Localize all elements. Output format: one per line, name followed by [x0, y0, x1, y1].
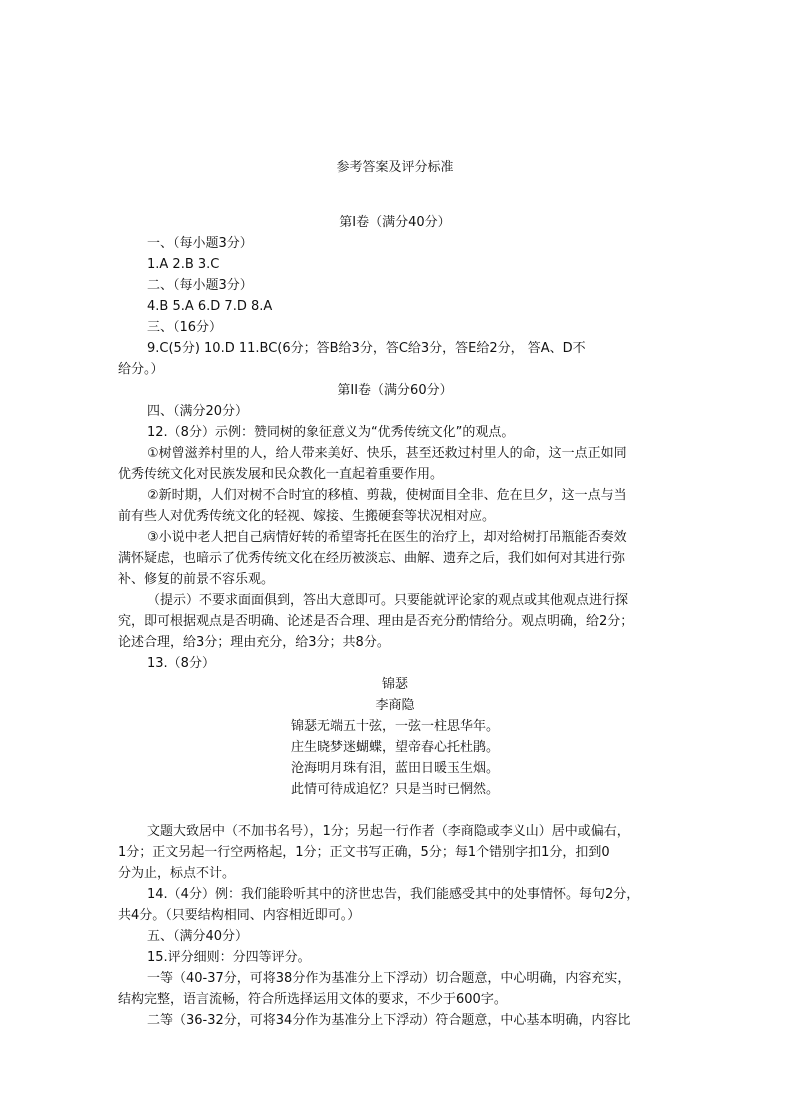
poem-title: 锦瑟	[381, 677, 408, 692]
poem-line: 锦瑟无端五十弦，一弦一柱思华年。	[290, 719, 499, 734]
q15-header: 15.评分细则：分四等评分。	[147, 950, 311, 965]
part1-header: 第Ⅰ卷（满分40分）	[339, 215, 451, 230]
section2-header: 二、（每小题3分）	[147, 278, 253, 293]
q14-answer: 14.（4分）例：我们能聆听其中的济世忠告，我们能感受其中的处事情怀。每句2分，	[147, 887, 640, 902]
section3-answers-line: 9.C(5分) 10.D 11.BC(6分；答B给3分，答C给3分，答E给2分， 答A、D不	[147, 341, 586, 356]
page-title: 参考答案及评分标准	[336, 160, 454, 175]
section1-header: 一、（每小题3分）	[147, 236, 253, 251]
q12-point1: ①树曾滋养村里的人，给人带来美好、快乐，甚至还救过村里人的命，这一点正如同	[147, 446, 627, 461]
q13-header: 13.（8分）	[147, 656, 215, 671]
q12-tip: 究，即可根据观点是否明确、论述是否合理、理由是否充分酌情给分。观点明确，给2分；	[118, 614, 634, 629]
section1-answers: 1.A 2.B 3.C	[147, 257, 220, 272]
q13-scoring-note: 分为止，标点不计。	[118, 866, 236, 881]
q12-tip: （提示）不要求面面俱到，答出大意即可。只要能就评论家的观点或其他观点进行探	[147, 593, 629, 608]
q15-grade2: 二等（36-32分，可将34分作为基准分上下浮动）符合题意，中心基本明确，内容比	[147, 1013, 631, 1028]
q12-point3: ③小说中老人把自己病情好转的希望寄托在医生的治疗上，却对给树打吊瓶能否奏效	[147, 530, 627, 545]
q13-scoring-note: 1分；正文另起一行空两格起，1分；正文书写正确，5分；每1个错别字扣1分，扣到0	[118, 845, 610, 860]
q12-tip: 论述合理，给3分；理由充分，给3分；共8分。	[118, 635, 390, 650]
q12-intro: 12.（8分）示例：赞同树的象征意义为“优秀传统文化”的观点。	[147, 425, 515, 440]
q12-point2: 前有些人对优秀传统文化的轻视、嫁接、生搬硬套等状况相对应。	[118, 509, 496, 524]
q12-point3: 补、修复的前景不容乐观。	[118, 572, 275, 587]
section3-answers-line: 给分。）	[118, 362, 164, 377]
q13-scoring-note: 文题大致居中（不加书名号），1分；另起一行作者（李商隐或李义山）居中或偏右，	[147, 824, 630, 839]
poem-author: 李商隐	[375, 698, 415, 713]
poem-line: 庄生晓梦迷蝴蝶，望帝春心托杜鹃。	[290, 740, 499, 755]
section3-header: 三、（16分）	[147, 320, 223, 335]
section5-header: 五、（满分40分）	[147, 929, 249, 944]
q14-answer: 共4分。（只要结构相同、内容相近即可。）	[118, 908, 361, 923]
q12-point3: 满怀疑虑，也暗示了优秀传统文化在经历被淡忘、曲解、遗弃之后，我们如何对其进行弥	[118, 551, 626, 566]
q12-point2: ②新时期，人们对树不合时宜的移植、剪裁，使树面目全非、危在旦夕，这一点与当	[147, 488, 627, 503]
q15-grade1: 结构完整，语言流畅，符合所选择运用文体的要求，不少于600字。	[118, 992, 507, 1007]
q12-point1: 优秀传统文化对民族发展和民众教化一直起着重要作用。	[118, 467, 444, 482]
section2-answers: 4.B 5.A 6.D 7.D 8.A	[147, 299, 273, 314]
section4-header: 四、（满分20分）	[147, 404, 249, 419]
part2-header: 第II卷（满分60分）	[337, 383, 453, 398]
q15-grade1: 一等（40-37分，可将38分作为基准分上下浮动）切合题意，中心明确，内容充实，	[147, 971, 631, 986]
poem-line: 此情可待成追忆？只是当时已惘然。	[290, 782, 499, 797]
poem-line: 沧海明月珠有泪，蓝田日暖玉生烟。	[290, 761, 499, 776]
